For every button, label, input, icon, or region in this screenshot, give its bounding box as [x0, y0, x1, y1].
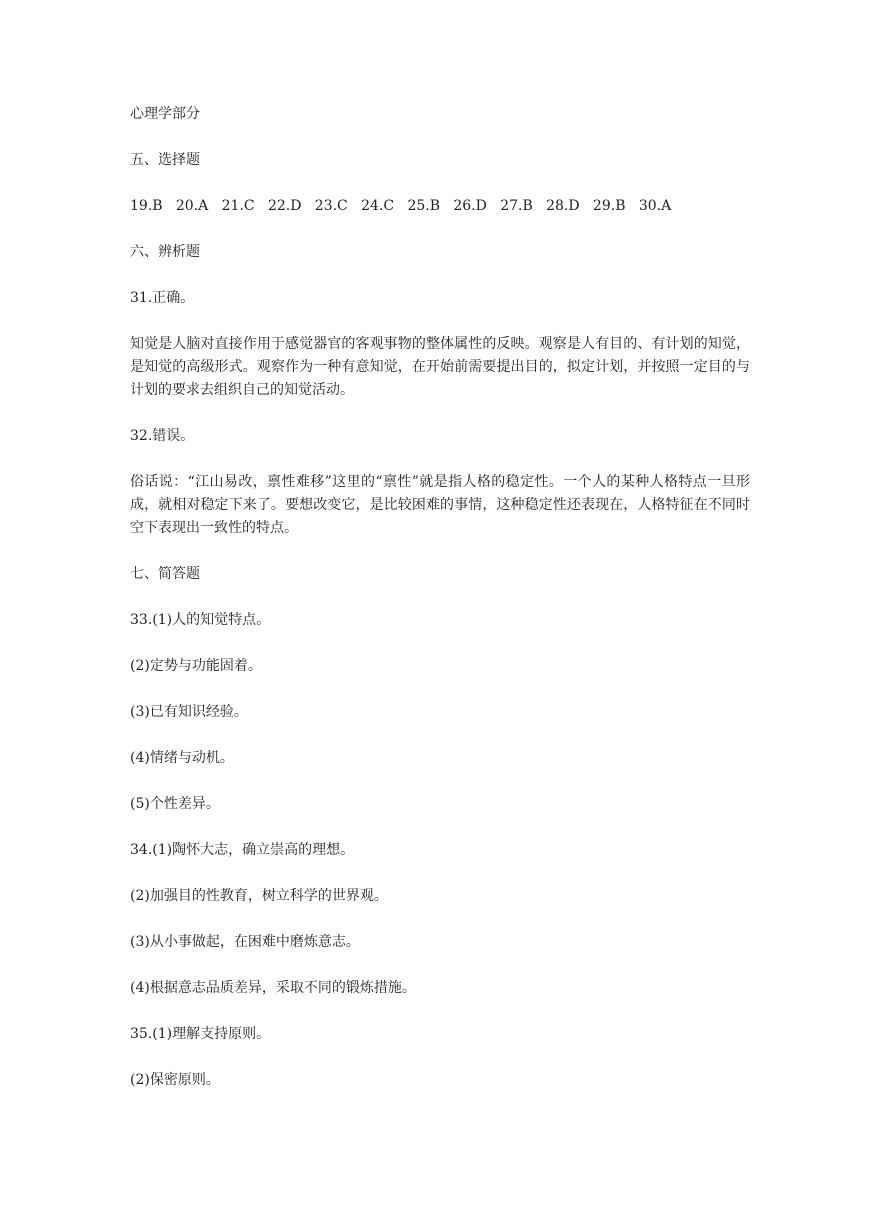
- q34-item: 34.(1)陶怀大志，确立崇高的理想。: [130, 842, 355, 858]
- part6-heading: 六、辨析题: [130, 244, 200, 260]
- q33-item: (2)定势与功能固着。: [130, 658, 262, 674]
- q33-item: (3)已有知识经验。: [130, 704, 248, 720]
- q31-explanation: 知觉是人脑对直接作用于感觉器官的客观事物的整体属性的反映。观察是人有目的、有计划的知觉，是知觉的高级形式。观察作为一种有意知觉，在开始前需要提出目的，拟定计划，并按照一定目的与计划的要求去组织自己的知觉活动。: [130, 336, 750, 398]
- part5-answers: 19.B 20.A 21.C 22.D 23.C 24.C 25.B 26.D 27.B 28.D 29.B 30.A: [130, 198, 672, 214]
- q31-verdict: 31.正确。: [130, 290, 195, 306]
- q33-item: (5)个性差异。: [130, 796, 220, 812]
- q34-item: (2)加强目的性教育，树立科学的世界观。: [130, 888, 388, 904]
- q33-item: (4)情绪与动机。: [130, 750, 234, 766]
- q34-item: (4)根据意志品质差异，采取不同的锻炼措施。: [130, 980, 416, 996]
- q33-item: 33.(1)人的知觉特点。: [130, 612, 271, 628]
- q35-item: 35.(1)理解支持原则。: [130, 1026, 271, 1042]
- q34-item: (3)从小事做起，在困难中磨炼意志。: [130, 934, 360, 950]
- q32-explanation: 俗话说：“江山易改，禀性难移”这里的“禀性”就是指人格的稳定性。一个人的某种人格特点一旦形成，就相对稳定下来了。要想改变它，是比较困难的事情，这种稳定性还表现在，人格特征在不同时空下表现出一致性的特点。: [130, 474, 750, 536]
- document-page: [130, 103, 750, 1115]
- q35-item: (2)保密原则。: [130, 1072, 220, 1088]
- q32-verdict: 32.错误。: [130, 428, 195, 444]
- part7-heading: 七、简答题: [130, 566, 200, 582]
- part5-heading: 五、选择题: [130, 152, 200, 168]
- section-title: 心理学部分: [130, 106, 200, 122]
